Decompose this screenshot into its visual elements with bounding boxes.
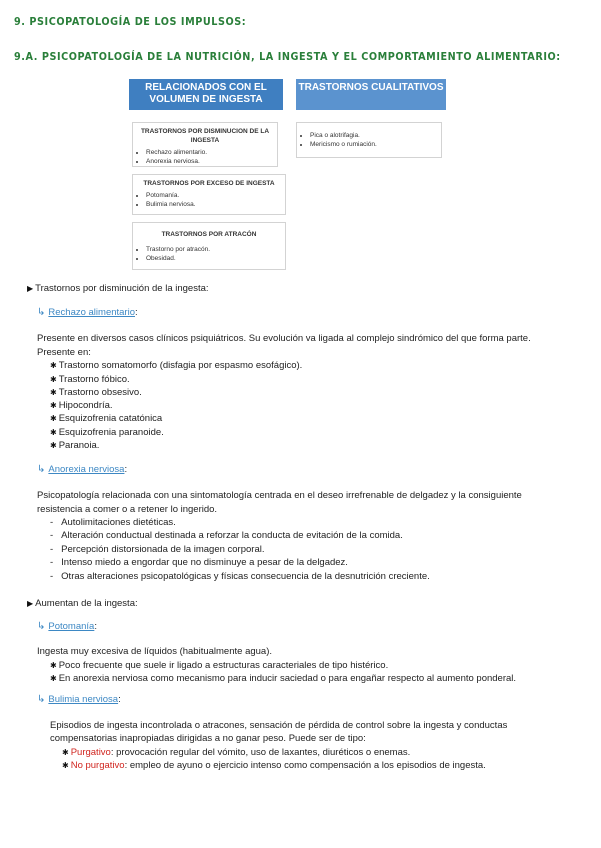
purgativo-text: : provocación regular del vómito, uso de laxantes, diuréticos o enemas. <box>110 747 411 758</box>
section2-title-text: Aumentan de la ingesta: <box>35 598 138 609</box>
potomania-label-text: Potomanía <box>48 621 95 632</box>
list-item: • Trastorno por atracón. <box>146 245 281 254</box>
return-arrow-icon: ↳ <box>37 464 46 475</box>
list-item <box>50 544 265 555</box>
star-bullet-icon: ✱ <box>50 401 57 410</box>
list-item <box>50 673 516 684</box>
list-item-text: Esquizofrenia paranoide. <box>58 427 164 438</box>
star-bullet-icon: ✱ <box>50 361 57 370</box>
list-item: • Obesidad. <box>146 254 281 263</box>
list-item-text: Esquizofrenia catatónica <box>58 413 163 424</box>
list-item-text: Trastorno somatomorfo (disfagia por espasmo esofágico). <box>58 360 303 371</box>
no-purgativo-label: No purgativo <box>70 760 125 771</box>
decrease-intake-box <box>132 122 278 167</box>
box-title: TRASTORNOS POR EXCESO DE INGESTA <box>143 180 275 187</box>
dash-bullet-icon: - <box>50 571 54 582</box>
volume-category-box: RELACIONADOS CON EL VOLUMEN DE INGESTA <box>129 79 283 110</box>
list-item <box>50 400 113 411</box>
list-item-text: Intenso miedo a engordar que no disminuye a pesar de la delgadez. <box>61 557 348 568</box>
section-heading: 9. PSICOPATOLOGÍA DE LOS IMPULSOS: <box>14 16 247 28</box>
list-item <box>50 387 142 398</box>
star-bullet-icon: ✱ <box>50 388 57 397</box>
return-arrow-icon: ↳ <box>37 694 46 705</box>
colon: : <box>135 307 138 318</box>
star-bullet-icon: ✱ <box>50 414 57 423</box>
box-title: TRASTORNOS POR ATRACÓN <box>161 231 257 238</box>
list-item <box>50 557 348 568</box>
subsection-heading: 9.A. PSICOPATOLOGÍA DE LA NUTRICIÓN, LA INGESTA Y EL COMPORTAMIENTO ALIMENTARIO: <box>14 51 561 63</box>
list-item <box>50 413 162 424</box>
triangle-bullet-icon: ▶ <box>27 284 34 293</box>
anorexia-label-text: Anorexia nerviosa <box>48 464 125 475</box>
list-item <box>50 427 164 438</box>
list-item <box>50 440 99 451</box>
excess-intake-box <box>132 174 286 215</box>
list-item-text: En anorexia nerviosa como mecanismo para inducir saciedad o para engañar respecto al aumento ponderal. <box>58 673 517 684</box>
star-bullet-icon: ✱ <box>50 375 57 384</box>
return-arrow-icon: ↳ <box>37 621 46 632</box>
list-item <box>50 660 388 671</box>
list-item-text: Otras alteraciones psicopatológicas y físicas consecuencia de la desnutrición creciente. <box>61 571 430 582</box>
star-bullet-icon: ✱ <box>62 748 69 757</box>
no-purgativo-text: : empleo de ayuno o ejercicio intenso como compensación a los episodios de ingesta. <box>124 760 486 771</box>
colon: : <box>124 464 128 475</box>
return-arrow-icon: ↳ <box>37 307 46 318</box>
dash-bullet-icon: - <box>50 557 54 568</box>
list-item-text: Trastorno fóbico. <box>58 374 130 385</box>
binge-box <box>132 222 286 270</box>
list-item: • Rechazo alimentario. <box>146 148 273 157</box>
list-item-text: Percepción distorsionada de la imagen corporal. <box>61 544 265 555</box>
list-item <box>50 360 302 371</box>
list-item-text: Autolimitaciones dietéticas. <box>61 517 176 528</box>
paragraph: Presente en: <box>37 347 91 358</box>
paragraph: Ingesta muy excesiva de líquidos (habitualmente agua). <box>37 646 272 657</box>
list-item: • Anorexia nerviosa. <box>146 157 273 166</box>
qualitative-category-box: TRASTORNOS CUALITATIVOS <box>296 79 446 110</box>
list-item <box>62 760 486 771</box>
potomania-label <box>37 621 97 632</box>
bulimia-label-text: Bulimia nerviosa <box>48 694 119 705</box>
list-item <box>50 374 130 385</box>
anorexia-label <box>37 464 127 475</box>
star-bullet-icon: ✱ <box>62 761 69 770</box>
list-item-text: Alteración conductual destinada a reforzar la conducta de evitación de la comida. <box>61 530 403 541</box>
star-bullet-icon: ✱ <box>50 428 57 437</box>
paragraph: Psicopatología relacionada con una sintomatología centrada en el deseo irrefrenable de delgadez y la consiguiente <box>37 490 522 501</box>
colon: : <box>118 694 121 705</box>
section2-title <box>27 598 138 609</box>
list-item-text: Paranoia. <box>58 440 100 451</box>
list-item <box>50 571 430 582</box>
section1-title-text: Trastornos por disminución de la ingesta: <box>35 283 209 294</box>
triangle-bullet-icon: ▶ <box>27 599 34 608</box>
dash-bullet-icon: - <box>50 517 54 528</box>
paragraph: Presente en diversos casos clínicos psiquiátricos. Su evolución va ligada al complejo sindrómico del que forma parte. <box>37 333 531 344</box>
paragraph: resistencia a comer o a retener lo ingerido. <box>37 504 218 515</box>
list-item: • Pica o alotrifagia. <box>310 131 437 140</box>
list-item <box>50 517 176 528</box>
qualitative-box <box>296 122 442 158</box>
list-item: • Bulimia nerviosa. <box>146 200 281 209</box>
list-item: • Potomanía. <box>146 191 281 200</box>
colon: : <box>94 621 97 632</box>
list-item-text: Hipocondría. <box>58 400 113 411</box>
dash-bullet-icon: - <box>50 530 54 541</box>
list-item-text: Trastorno obsesivo. <box>58 387 142 398</box>
paragraph: compensatorias inapropiadas dirigidas a no ganar peso. Puede ser de tipo: <box>50 733 366 744</box>
dash-bullet-icon: - <box>50 544 54 555</box>
list-item: • Mericismo o rumiación. <box>310 140 437 149</box>
list-item-text: Poco frecuente que suele ir ligado a estructuras caracteriales de tipo histérico. <box>58 660 389 671</box>
paragraph: Episodios de ingesta incontrolada o atracones, sensación de pérdida de control sobre la ingesta y conductas <box>50 720 508 731</box>
bulimia-label <box>37 694 121 705</box>
star-bullet-icon: ✱ <box>50 674 57 683</box>
list-item <box>62 747 410 758</box>
purgativo-label: Purgativo <box>70 747 111 758</box>
rechazo-label <box>37 307 138 318</box>
star-bullet-icon: ✱ <box>50 441 57 450</box>
box-title: TRASTORNOS POR DISMINUCION DE LA INGESTA <box>140 128 270 144</box>
rechazo-label-text: Rechazo alimentario <box>48 307 135 318</box>
section1-title <box>27 283 209 294</box>
list-item <box>50 530 403 541</box>
star-bullet-icon: ✱ <box>50 661 57 670</box>
